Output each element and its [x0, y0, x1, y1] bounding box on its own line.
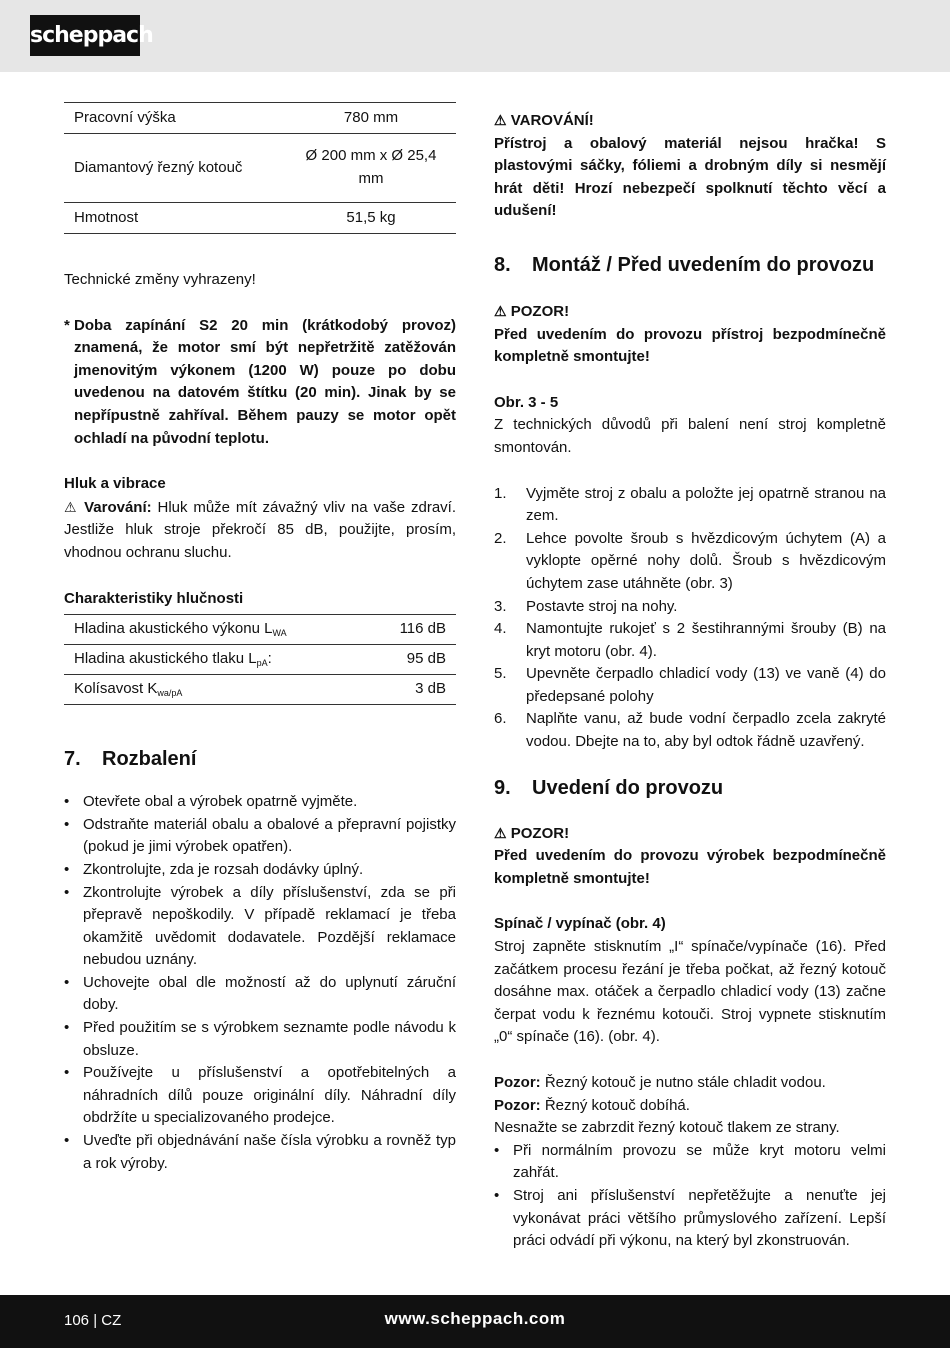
list-item: 6. Naplňte vanu, až bude vodní čerpadlo zcela zakryté vodou. Dbejte na to, aby byl odtok řádně uzavřený. — [494, 710, 886, 751]
caution-2-label: ⚠ POZOR! — [494, 824, 570, 842]
brake-note: Nesnažte se zabrzdit řezný kotouč tlakem ze strany. — [494, 1119, 840, 1137]
noise-heading: Hluk a vibrace — [64, 475, 166, 493]
caution-1-text: Před uvedením do provozu přístroj bezpodmínečně kompletně smontujte! — [494, 325, 886, 366]
warning-triangle-icon: ⚠ — [494, 112, 507, 128]
section-9-heading — [494, 775, 886, 801]
duty-cycle-note — [64, 315, 456, 451]
table-row — [64, 675, 456, 705]
section-number: 7. — [64, 748, 81, 771]
duty-cycle-text: Doba zapínání S2 20 min (krátkodobý provoz) znamená, že motor smí být nepřetržitě zatěžován jmenovitým výkonem (1200 W) pouze po dobu uvedenou na datovém štítku (20 min). Jinak by se nepřípustně zahříval. Během pauzy se motor opět ochladí na původní teplotu. — [74, 316, 456, 447]
final-notes-list — [494, 1140, 886, 1253]
figure-reference: Obr. 3 - 5 — [494, 393, 559, 411]
section-number: 8. — [494, 253, 511, 276]
noise-label: Kolísavost $K_{wa/pA}$ — [64, 675, 369, 705]
left-column — [64, 102, 456, 1175]
list-item: 3. Postavte stroj na nohy. — [494, 597, 678, 615]
list-item: • Otevřete obal a výrobek opatrně vyjměte. — [64, 791, 456, 814]
page-header — [0, 0, 950, 72]
caution-1-label: ⚠ POZOR! — [494, 302, 570, 320]
noise-label: Hladina akustického tlaku $L_{pA}$: — [64, 645, 369, 675]
spec-label: Diamantový řezný kotouč — [64, 134, 286, 203]
noise-value: 3 dB — [369, 675, 456, 705]
section-7-heading — [64, 746, 456, 772]
noise-char-heading: Charakteristiky hlučnosti — [64, 589, 244, 607]
spec-label: Hmotnost — [64, 203, 286, 234]
list-item: • Uveďte při objednávání naše čísla výrobku a rovněž typ a rok výroby. — [64, 1130, 456, 1175]
page-number: 106 | CZ — [64, 1312, 122, 1329]
warning-label: Varování: — [84, 498, 152, 516]
spec-value: 51,5 kg — [286, 203, 456, 234]
tech-note: Technické změny vyhrazeny! — [64, 271, 256, 288]
list-item: 5. Upevněte čerpadlo chladicí vody (13) ve vaně (4) do předepsané polohy — [494, 665, 886, 705]
section-title: Rozbalení — [102, 748, 197, 771]
list-item: • Uchovejte obal dle možností až do uplynutí záruční doby. — [64, 972, 456, 1017]
table-row — [64, 645, 456, 675]
noise-value: 95 dB — [369, 645, 456, 675]
spec-label: Pracovní výška — [64, 103, 286, 134]
spec-value: Ø 200 mm x Ø 25,4 mm — [286, 134, 456, 203]
noise-warning-text: Hluk může mít závažný vliv na vaše zdraví. Jestliže hluk stroje překročí 85 dB, použijte, prosím, vhodnou ochranu sluchu. — [64, 498, 457, 561]
warning-triangle-icon: ⚠ — [494, 302, 507, 319]
list-item: • Zkontrolujte výrobek a díly příslušenství, zda se při přepravě nepoškodily. V případě reklamací je třeba okamžitě uvědomit dodavatele. Pozdější reklamace nebudou uznány. — [64, 882, 456, 972]
scheppach-logo: scheppach — [30, 15, 140, 56]
figure-text: Z technických důvodů při balení není stroj kompletně smontován. — [494, 416, 886, 456]
unpack-list — [64, 791, 456, 1175]
table-row — [64, 615, 456, 645]
list-item: • Používejte u příslušenství a opotřebitelných a náhradních dílů pouze originální díly. Náhradní díly obdržíte u specializovaného prodejce. — [64, 1062, 456, 1130]
section-8-heading — [494, 252, 886, 278]
list-item: • Odstraňte materiál obalu a obalové a přepravní pojistky (pokud je jimi výrobek opatřen). — [64, 814, 456, 859]
asterisk-mark: * — [64, 316, 70, 334]
section-title: Uvedení do provozu — [532, 776, 724, 799]
noise-warning — [64, 496, 456, 565]
list-item: 2. Lehce povolte šroub s hvězdicovým úchytem (A) a vyklopte opěrné nohy dolů. Šroub s hvězdicovým úchytem zase utáhněte (obr. 3) — [494, 529, 886, 592]
table-row — [64, 203, 456, 234]
list-item: • Při normálním provozu se může kryt motoru velmi zahřát. — [494, 1140, 886, 1185]
warning-1-label: ⚠ VAROVÁNÍ! — [494, 112, 594, 129]
section-title: Montáž / Před uvedením do provozu — [532, 253, 875, 276]
noise-label: Hladina akustického výkonu $L_{WA}$ — [64, 615, 369, 645]
noise-table — [64, 614, 456, 705]
assembly-steps — [494, 483, 886, 754]
warning-1-text: Přístroj a obalový materiál nejsou hračka! S plastovými sáčky, fóliemi a drobným díly si nesmějí hrát děti! Hrozí nebezpečí spolknutí těchto věcí a udušení! — [494, 134, 886, 220]
list-item: • Zkontrolujte, zda je rozsah dodávky úplný. — [64, 859, 456, 882]
warning-triangle-icon: ⚠ — [494, 824, 507, 841]
spec-value: 780 mm — [286, 103, 456, 134]
pozor-note-2: Pozor: Řezný kotouč dobíhá. — [494, 1096, 690, 1114]
list-item: • Stroj ani příslušenství nepřetěžujte a nenuťte jej vykonávat práci většího průmyslového zařízení. Lepší práci odvádí při výkonu, na který byl zkonstruován. — [494, 1185, 886, 1253]
list-item: 1. Vyjměte stroj z obalu a položte jej opatrně stranou na zem. — [494, 484, 886, 525]
right-column — [494, 109, 886, 1253]
switch-heading: Spínač / vypínač (obr. 4) — [494, 915, 666, 933]
page-footer — [0, 1295, 950, 1348]
table-row — [64, 103, 456, 134]
table-row — [64, 134, 456, 203]
section-number: 9. — [494, 776, 511, 799]
website-url: www.scheppach.com — [384, 1309, 566, 1328]
list-item: • Před použitím se s výrobkem seznamte podle návodu k obsluze. — [64, 1017, 456, 1062]
list-item: 4. Namontujte rukojeť s 2 šestihrannými šrouby (B) na kryt motoru (obr. 4). — [494, 620, 886, 660]
switch-text: Stroj zapněte stisknutím „I“ spínače/vypínače (16). Před začátkem procesu řezání je třeba počkat, až řezný kotouč dosáhne max. otáček a čerpadlo chladicí vody (13) začne čerpat vodu k řeznému kotouči. Stroj vypnete stisknutím „0“ spínače (16). (obr. 4). — [494, 938, 886, 1046]
pozor-note-1: Pozor: Řezný kotouč je nutno stále chladit vodou. — [494, 1074, 826, 1091]
warning-triangle-icon: ⚠ — [64, 498, 79, 515]
spec-table — [64, 102, 456, 234]
caution-2-text: Před uvedením do provozu výrobek bezpodmínečně kompletně smontujte! — [494, 847, 886, 887]
noise-value: 116 dB — [369, 615, 456, 645]
